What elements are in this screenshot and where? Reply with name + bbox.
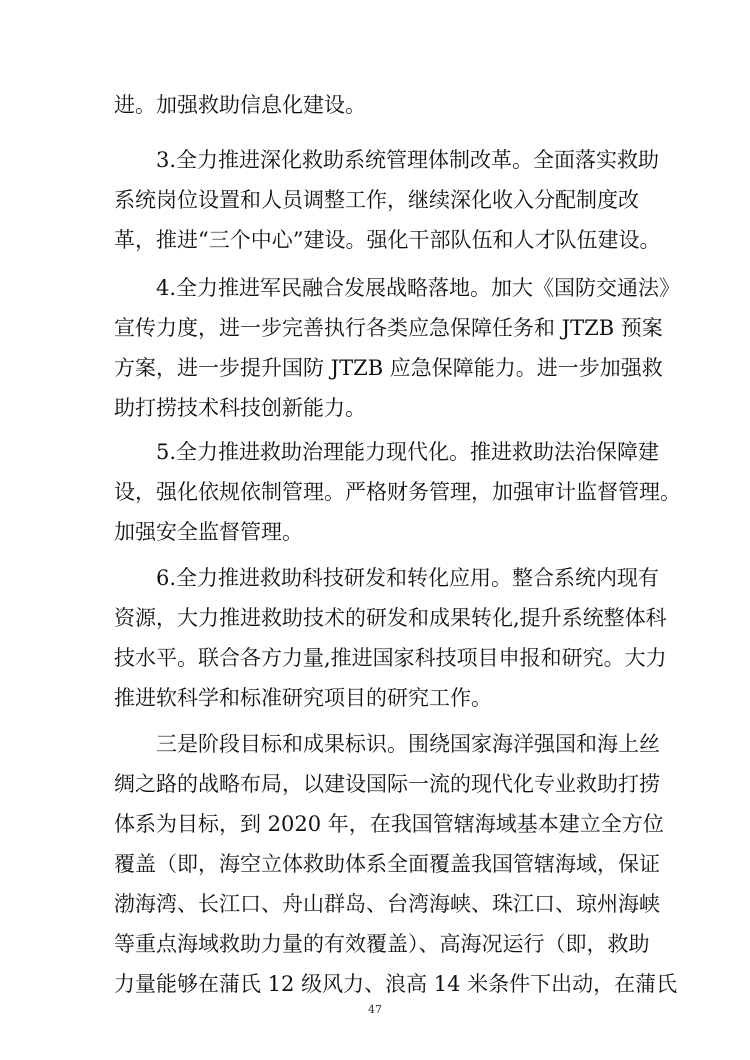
text-line: 6.全力推进救助科技研发和转化应用。整合系统内现有 (156, 566, 660, 590)
text-line: 4.全力推进军民融合发展战略落地。加大《国防交通法》 (156, 276, 681, 300)
text-line: 推进软科学和标准研究项目的研究工作。 (114, 686, 492, 710)
text-line: 设，强化依规依制管理。严格财务管理，加强审计监督管理。 (114, 480, 681, 504)
page-number: 47 (368, 1003, 382, 1016)
text-line: 三是阶段目标和成果标识。围绕国家海洋强国和海上丝 (156, 732, 660, 756)
text-line: 加强安全监督管理。 (114, 520, 303, 544)
text-line: 助打捞技术科技创新能力。 (114, 396, 366, 420)
text-line: 覆盖（即，海空立体救助体系全面覆盖我国管辖海域，保证 (114, 852, 660, 876)
text-line: 渤海湾、长江口、舟山群岛、台湾海峡、珠江口、琼州海峡 (114, 892, 660, 916)
text-line: 技水平。联合各方力量,推进国家科技项目申报和研究。大力 (114, 646, 667, 670)
text-line: 资源，大力推进救助技术的研发和成果转化,提升系统整体科 (114, 606, 667, 630)
text-line: 等重点海域救助力量的有效覆盖）、高海况运行（即，救助 (114, 932, 650, 956)
text-line: 进。加强救助信息化建设。 (114, 93, 366, 117)
text-line: 5.全力推进救助治理能力现代化。推进救助法治保障建 (156, 440, 660, 464)
text-line: 体系为目标，到 2020 年，在我国管辖海域基本建立全方位 (114, 812, 664, 836)
text-line: 3.全力推进深化救助系统管理体制改革。全面落实救助 (156, 148, 660, 172)
text-line: 力量能够在蒲氏 12 级风力、浪高 14 米条件下出动，在蒲氏 (114, 972, 678, 996)
text-line: 宣传力度，进一步完善执行各类应急保障任务和 JTZB 预案 (114, 316, 663, 340)
text-line: 革，推进“三个中心”建设。强化干部队伍和人才队伍建设。 (114, 228, 661, 252)
text-line: 系统岗位设置和人员调整工作，继续深化收入分配制度改 (114, 188, 639, 212)
text-line: 方案，进一步提升国防 JTZB 应急保障能力。进一步加强救 (114, 356, 663, 380)
text-line: 绸之路的战略布局，以建设国际一流的现代化专业救助打捞 (114, 772, 660, 796)
